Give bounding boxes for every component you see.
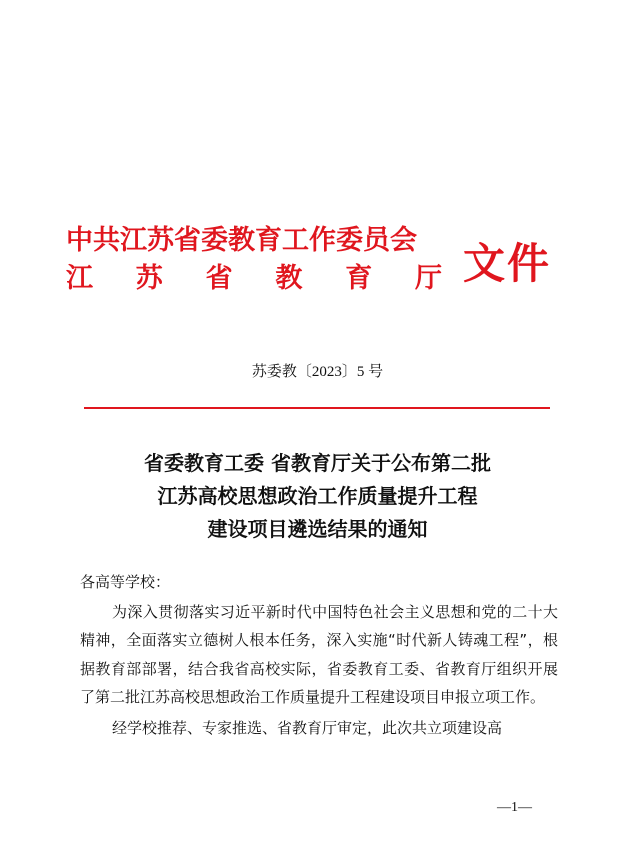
salutation: 各高等学校：: [80, 573, 171, 591]
title-line-3: 建设项目遴选结果的通知: [207, 517, 428, 541]
notice-title: [0, 447, 635, 546]
issuer-char: 教: [275, 263, 303, 294]
issuer-char: 江: [66, 263, 93, 294]
issuer-char: 苏: [135, 263, 163, 294]
page-number: —1—: [497, 800, 532, 815]
issuing-authorities: [66, 222, 456, 298]
red-divider: [84, 407, 550, 409]
notice-body: [80, 568, 558, 742]
document-number: 苏委教〔2023〕5 号: [251, 364, 384, 380]
paragraph-2: 经学校推荐、专家推选、省教育厅审定，此次共立项建设高: [112, 718, 503, 737]
issuer-education-department: [66, 260, 442, 298]
title-line-1: 省委教育工委 省教育厅关于公布第二批: [144, 451, 491, 475]
document-word: 文件: [463, 239, 552, 288]
title-line-2: 江苏高校思想政治工作质量提升工程: [157, 484, 478, 508]
paragraph-1: 为深入贯彻落实习近平新时代中国特色社会主义思想和党的二十大精神，全面落实立德树人根本任务，深入实施“时代新人铸魂工程”，根据教育部部署，结合我省高校实际，省委教育工委、省教育厅组织开展了第二批江苏高校思想政治工作质量提升工程建设项目申报立项工作。: [80, 602, 558, 706]
issuer-party-committee: 中共江苏省委教育工作委员会: [66, 225, 417, 256]
issuer-char: 省: [205, 263, 233, 294]
issuer-char: 厅: [414, 263, 442, 294]
issuer-char: 育: [345, 263, 373, 294]
